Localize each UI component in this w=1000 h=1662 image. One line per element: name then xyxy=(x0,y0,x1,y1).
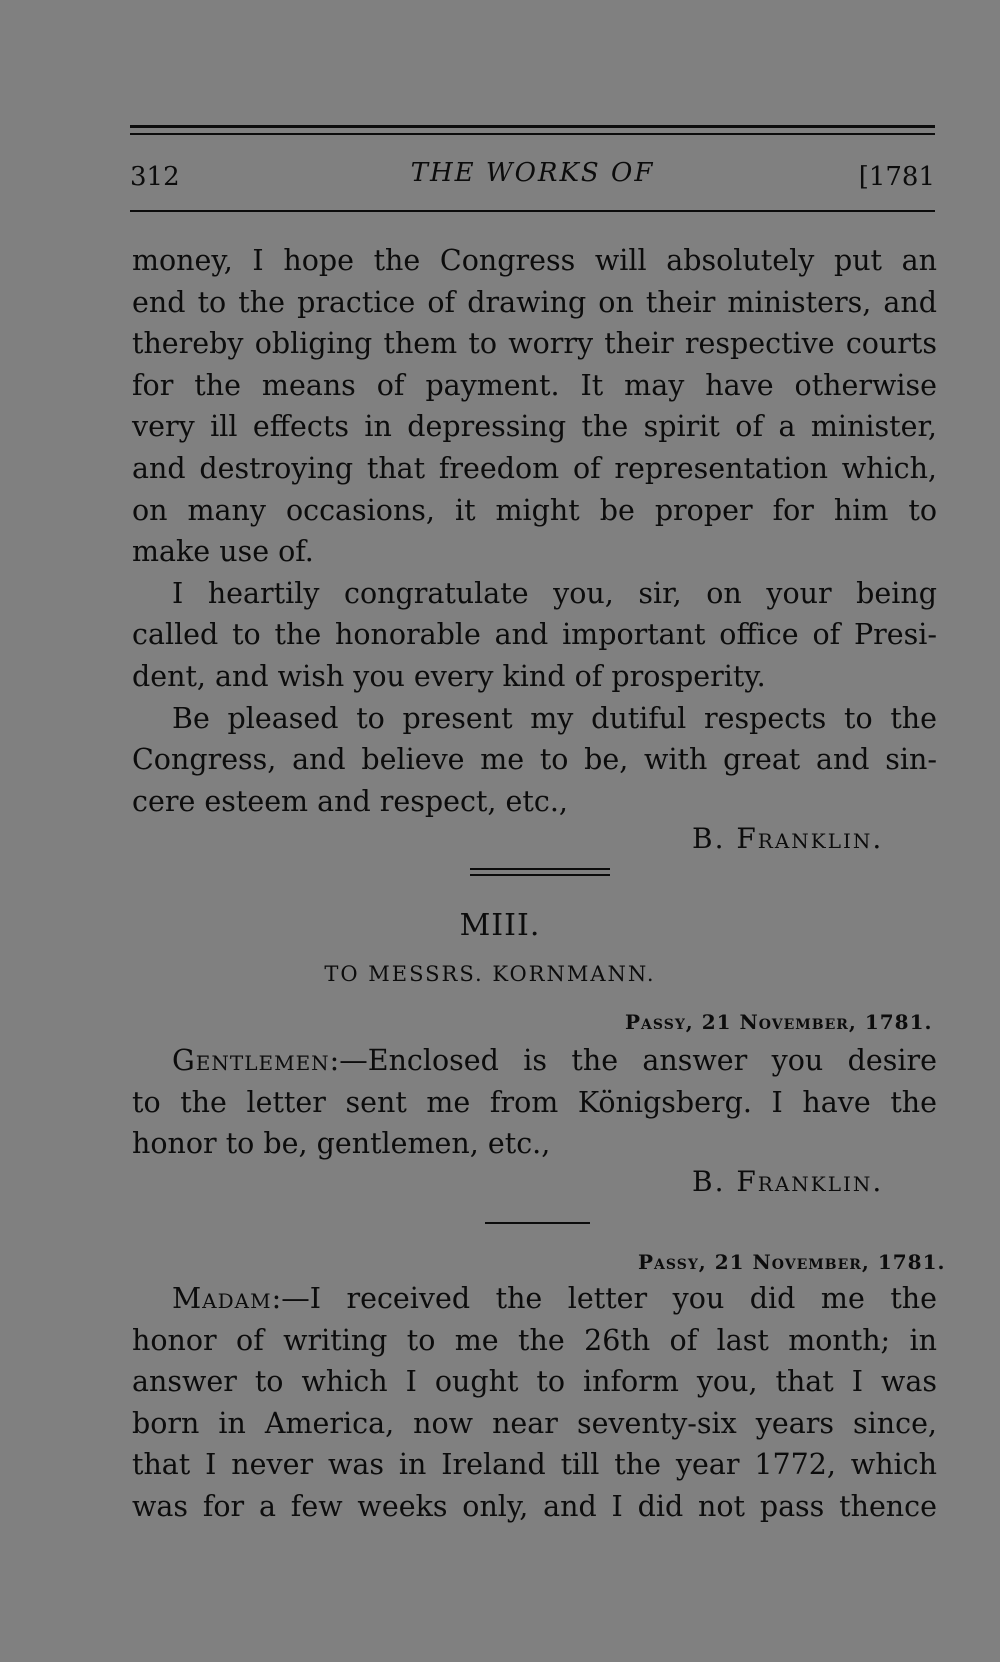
header-year: [1781 xyxy=(858,162,935,192)
text-line: called to the honorable and important office of Presi- xyxy=(132,618,937,652)
text-line: thereby obliging them to worry their respective courts xyxy=(132,327,937,361)
dateline: Passy, 21 November, 1781. xyxy=(638,1250,946,1274)
text-line: born in America, now near seventy-six years since, xyxy=(132,1406,937,1440)
header-rule-bottom xyxy=(130,210,935,212)
text-line: Congress, and believe me to be, with great and sin- xyxy=(132,743,937,777)
page-number: 312 xyxy=(130,162,180,192)
text-line: answer to which I ought to inform you, that I was xyxy=(132,1365,937,1399)
text-line xyxy=(132,1040,937,1082)
text-line: on many occasions, it might be proper for him to xyxy=(132,493,937,527)
text-line: money, I hope the Congress will absolutely put an xyxy=(132,244,937,277)
text-line: dent, and wish you every kind of prosperity. xyxy=(132,659,766,693)
text-fragment: :—I received the letter you did me the xyxy=(271,1282,937,1315)
text-line: was for a few weeks only, and I did not pass thence xyxy=(132,1489,937,1523)
text-line: for the means of payment. It may have otherwise xyxy=(132,368,937,402)
text-line: cere esteem and respect, etc., xyxy=(132,784,568,818)
text-fragment: :—Enclosed is the answer you desire xyxy=(329,1044,937,1077)
signature: B. Franklin. xyxy=(692,822,884,855)
running-header xyxy=(130,158,935,198)
letter-body xyxy=(132,1040,937,1165)
section-divider xyxy=(470,868,610,870)
dateline: Passy, 21 November, 1781. xyxy=(625,1010,933,1034)
salutation: Gentlemen xyxy=(172,1044,330,1077)
letter-number: MIII. xyxy=(459,908,541,943)
text-line: end to the practice of drawing on their ministers, and xyxy=(132,285,937,319)
text-line: honor to be, gentlemen, etc., xyxy=(132,1127,551,1161)
letter-body xyxy=(132,240,937,822)
letter-divider xyxy=(485,1222,590,1224)
text-line: to the letter sent me from Königsberg. I have the xyxy=(132,1085,937,1119)
header-rule-top xyxy=(130,125,935,128)
text-line: honor of writing to me the 26th of last month; in xyxy=(132,1323,937,1357)
salutation: Madam xyxy=(172,1282,272,1315)
text-line xyxy=(132,1278,937,1320)
text-line: and destroying that freedom of representation which, xyxy=(132,451,937,485)
text-line: make use of. xyxy=(132,535,314,569)
text-line: that I never was in Ireland till the year 1772, which xyxy=(132,1448,937,1482)
text-line: Be pleased to present my dutiful respects to the xyxy=(172,701,937,735)
letter-recipient: TO MESSRS. KORNMANN. xyxy=(324,962,656,986)
text-line: very ill effects in depressing the spirit of a minister, xyxy=(132,410,937,444)
letter-body xyxy=(132,1278,937,1528)
text-line: I heartily congratulate you, sir, on your being xyxy=(172,576,937,610)
section-divider-second xyxy=(470,874,610,876)
header-rule-top-second xyxy=(130,133,935,135)
signature: B. Franklin. xyxy=(692,1165,884,1198)
running-title: THE WORKS OF xyxy=(410,158,655,188)
